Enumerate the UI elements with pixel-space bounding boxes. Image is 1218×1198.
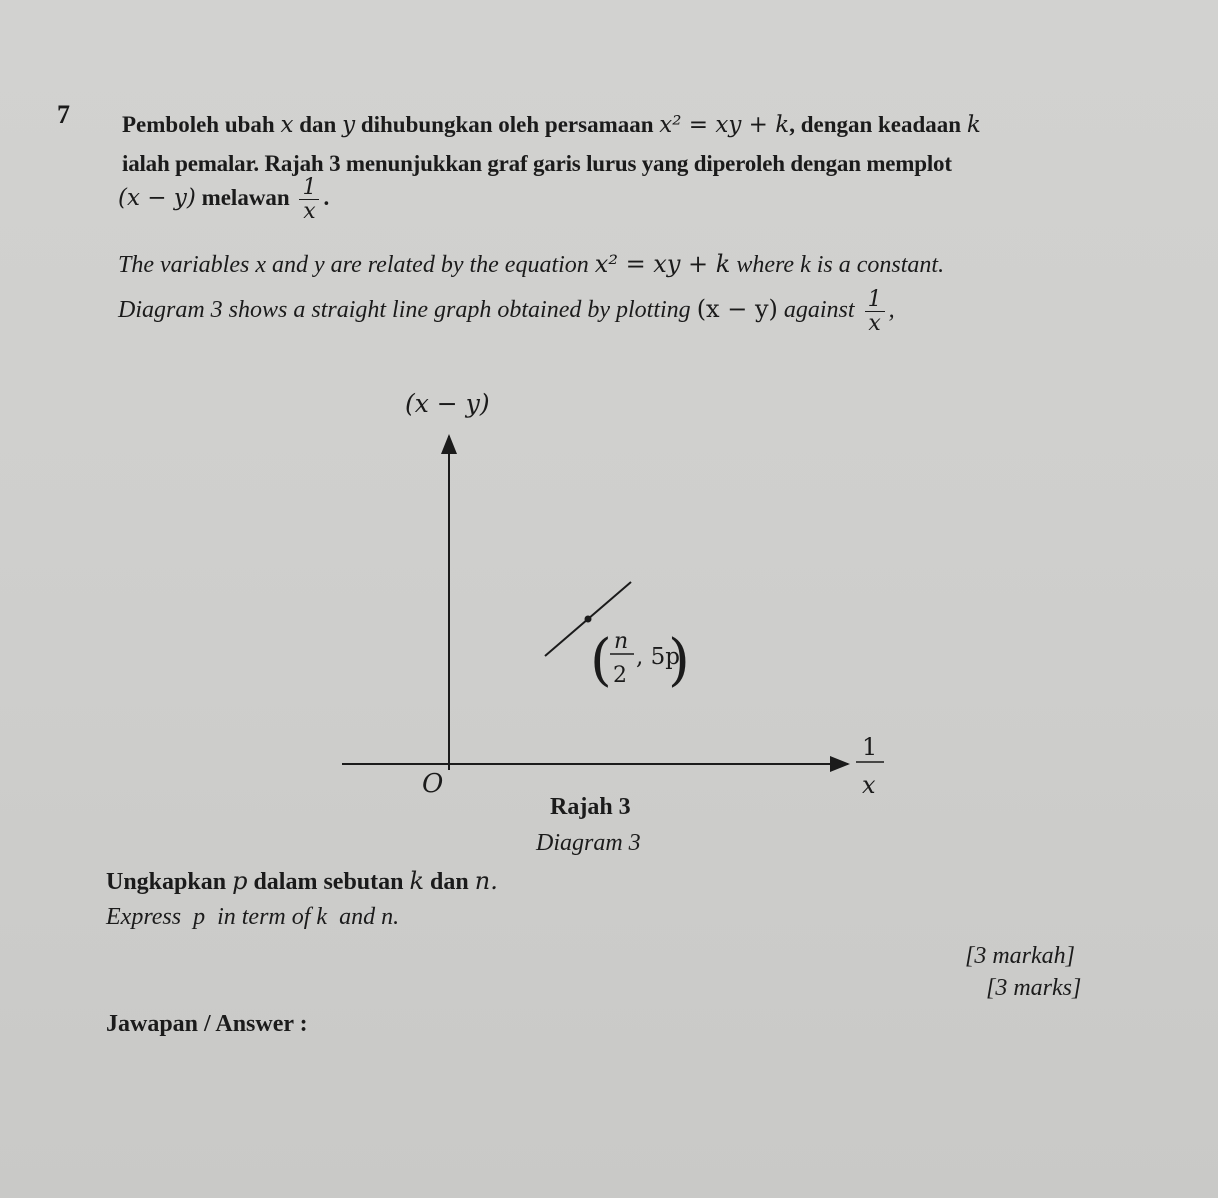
origin-label: O [422,769,444,799]
task-var-k: k [409,867,425,895]
y-axis-label: (x − y) [405,389,490,418]
task-malay-text-b: dalam sebutan [247,869,410,895]
marks-english [986,975,1081,1002]
caption-malay: Rajah 3 [550,794,631,820]
point-open-paren: ( [590,628,612,693]
marks-malay [965,943,1075,970]
x-axis-label-denominator: x [862,771,876,799]
point-marker [585,616,592,623]
task-malay-text-c: dan [424,869,475,895]
fraction-denominator: x [303,199,316,225]
task-var-p: p [232,867,248,895]
question-number: 7 [57,100,70,129]
marks-english-text: [3 marks] [986,975,1082,1001]
malay-line-2: ialah pemalar. Rajah 3 menunjukkan graf garis lurus yang diperoleh dengan memplot [122,151,952,176]
task-english: Express p in term of k and n. [106,904,400,930]
marks-malay-text: [3 markah] [965,943,1076,969]
malay-var-y: y [342,112,356,138]
point-frac-numerator: n [614,629,629,654]
task-var-n: n. [474,867,498,895]
caption-english: Diagram 3 [536,830,641,856]
english-expression: (x − y) [696,295,778,324]
task-malay [106,867,498,896]
english-line-1-text-a: The variables x and y are related by the equation [118,252,595,278]
english-line-2-text-a: Diagram 3 shows a straight line graph obtained by plotting [118,297,697,324]
task-malay-text-a: Ungkapkan [106,869,233,895]
english-line-2-text-b: against [777,297,855,324]
english-equation: x² = xy + k [594,250,731,278]
malay-line-1-text-d: , dengan keadaan [789,112,967,137]
malay-var-k: k [966,112,981,138]
period: . [323,184,330,210]
malay-equation: x² = xy + k [659,112,790,138]
malay-against: melawan [195,184,290,210]
fraction-numerator-en: 1 [865,288,885,312]
comma: , [888,297,895,324]
answer-label: Jawapan / Answer : [106,1011,308,1037]
malay-line-1-text-b: dan [293,112,343,137]
english-line-1-text-b: where k is a constant. [730,252,945,278]
malay-line-1-text-a: Pemboleh ubah [122,112,281,137]
malay-line-1-text-c: dihubungkan oleh persamaan [355,112,660,137]
malay-var-x: x [280,112,294,138]
point-close-paren: ) [668,628,690,693]
fraction-denominator-en: x [868,311,881,337]
x-axis-label-numerator: 1 [862,733,878,761]
point-coordinate-rest: , 5p [636,644,680,670]
fraction-numerator: 1 [299,176,319,200]
point-frac-denominator: 2 [613,663,627,688]
malay-expression: (x − y) [118,184,196,211]
